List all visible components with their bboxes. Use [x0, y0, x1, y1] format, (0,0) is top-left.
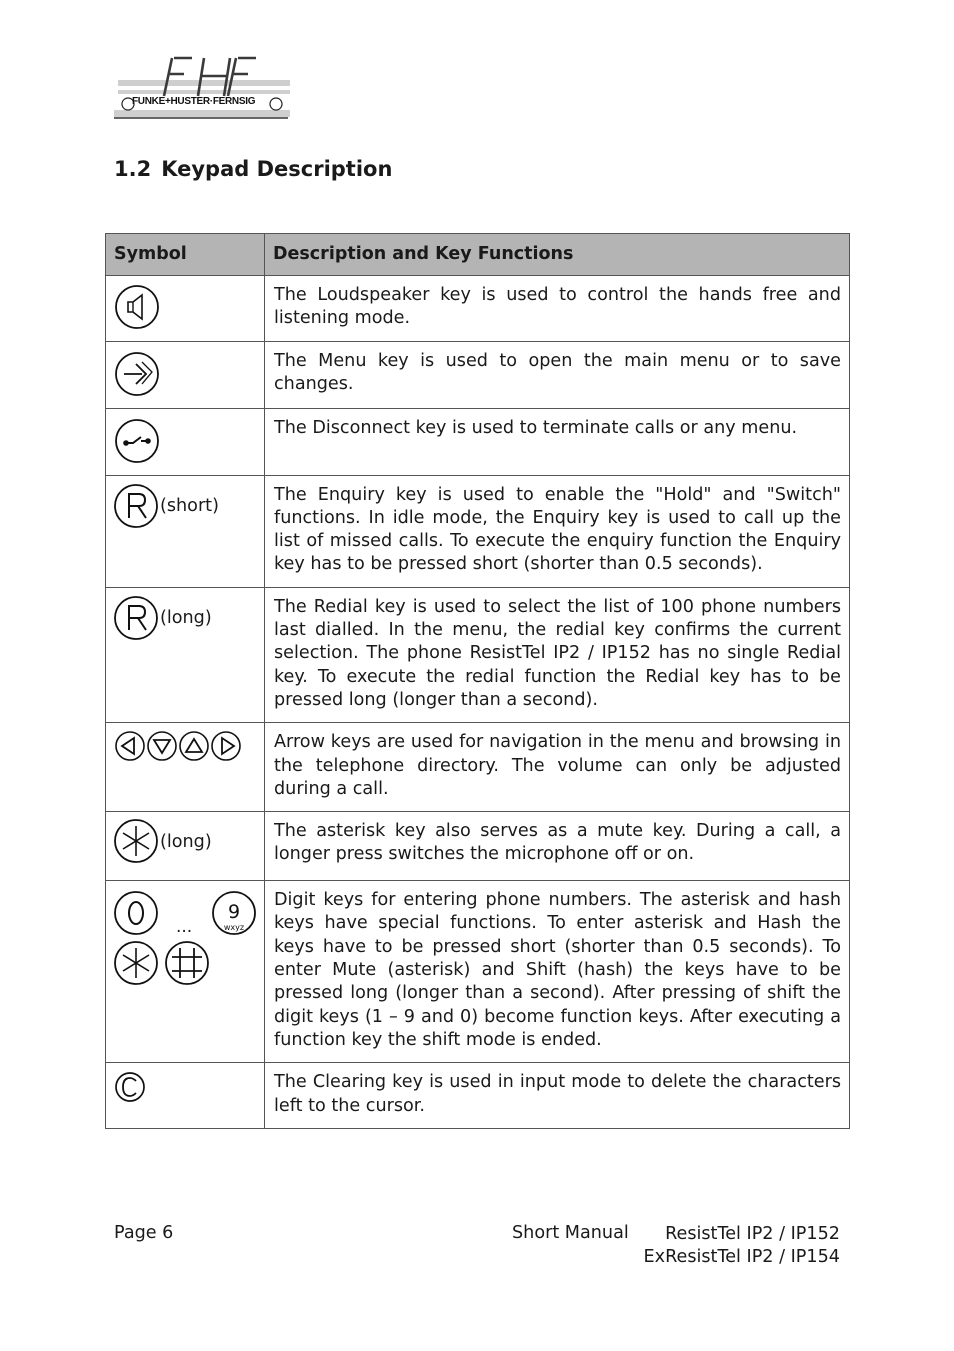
model-line-1: ResistTel IP2 / IP152 [665, 1224, 840, 1244]
asterisk-key-icon [114, 818, 160, 868]
section-number: 1.2 [114, 157, 152, 181]
right-arrow-icon [222, 738, 234, 754]
table-row [106, 881, 850, 1063]
description-cell: The Menu key is used to open the main menu or to save changes. [265, 341, 850, 408]
left-arrow-icon [122, 738, 134, 754]
press-duration-label: (short) [160, 495, 219, 516]
header-description: Description and Key Functions [265, 234, 850, 276]
down-arrow-icon [154, 740, 170, 753]
section-title: Keypad Description [161, 157, 393, 181]
description-cell: The Loudspeaker key is used to control the hands free and listening mode. [265, 276, 850, 342]
description-cell: The Redial key is used to select the list of 100 phone numbers last dialled. In the menu, the redial key confirms the current selection. The phone ResistTel IP2 / IP152 has no single Redial key. To execute the redial function the Redial key has to be pressed long (longer than a second). [265, 587, 850, 722]
symbol-cell [106, 587, 265, 722]
keypad-table [105, 233, 850, 1129]
header-symbol: Symbol [106, 234, 265, 276]
description-cell: Digit keys for entering phone numbers. The asterisk and hash keys have special functions. To enter asterisk and Hash the keys have to be pressed short (shorter than 0.5 seconds). To enter Mute (asterisk) and Shift (hash) the keys have to be pressed long (longer than a second). After pressing of shift the digit keys (1 – 9 and 0) become function keys. After executing a function key the shift mode is ended. [265, 881, 850, 1063]
table-row [106, 475, 850, 587]
table-row [106, 408, 850, 475]
digit-9-label: 9 [227, 901, 241, 924]
digit-range-ellipsis: ... [176, 917, 193, 938]
model-line-2: ExResistTel IP2 / IP154 [643, 1247, 840, 1267]
description-cell: Arrow keys are used for navigation in the menu and browsing in the telephone directory. The volume can only be adjusted during a call. [265, 723, 850, 812]
symbol-cell [106, 475, 265, 587]
table-row [106, 812, 850, 881]
loudspeaker-key-icon [114, 282, 162, 334]
r-key-icon [114, 594, 160, 646]
company-logo [112, 52, 294, 122]
table-row [106, 587, 850, 722]
page-number: Page 6 [114, 1223, 174, 1243]
logo-caption: FUNKE+HUSTER·FERNSIG [132, 96, 256, 107]
symbol-cell [106, 1063, 265, 1129]
model-names [644, 1223, 840, 1269]
symbol-cell [106, 276, 265, 342]
arrow-keys-icon [114, 729, 242, 767]
section-heading [114, 157, 392, 181]
table-row [106, 276, 850, 342]
up-arrow-icon [186, 739, 202, 752]
description-cell: The asterisk key also serves as a mute key. During a call, a longer press switches the microphone off or on. [265, 812, 850, 881]
symbol-cell [106, 723, 265, 812]
disconnect-key-icon [114, 415, 162, 469]
digit-keys-icon [114, 887, 256, 987]
table-row [106, 1063, 850, 1129]
table-row [106, 341, 850, 408]
menu-key-icon [114, 348, 162, 402]
table-row [106, 723, 850, 812]
table-header-row [106, 234, 850, 276]
symbol-cell [106, 341, 265, 408]
document-type: Short Manual [512, 1223, 629, 1243]
description-cell: The Enquiry key is used to enable the "Hold" and "Switch" functions. In idle mode, the Enquiry key is used to call up the list of missed calls. To execute the enquiry function the Enquiry key has to be pressed short (shorter than 0.5 seconds). [265, 475, 850, 587]
description-cell: The Disconnect key is used to terminate calls or any menu. [265, 408, 850, 475]
press-duration-label: (long) [160, 832, 212, 853]
r-key-icon [114, 482, 160, 534]
digit-9-letters: wxyz [223, 923, 245, 933]
clear-key-icon [114, 1069, 148, 1107]
symbol-cell [106, 881, 265, 1063]
description-cell: The Clearing key is used in input mode to delete the characters left to the cursor. [265, 1063, 850, 1129]
symbol-cell [106, 812, 265, 881]
symbol-cell [106, 408, 265, 475]
press-duration-label: (long) [160, 607, 212, 628]
logo-graphic [112, 52, 294, 122]
